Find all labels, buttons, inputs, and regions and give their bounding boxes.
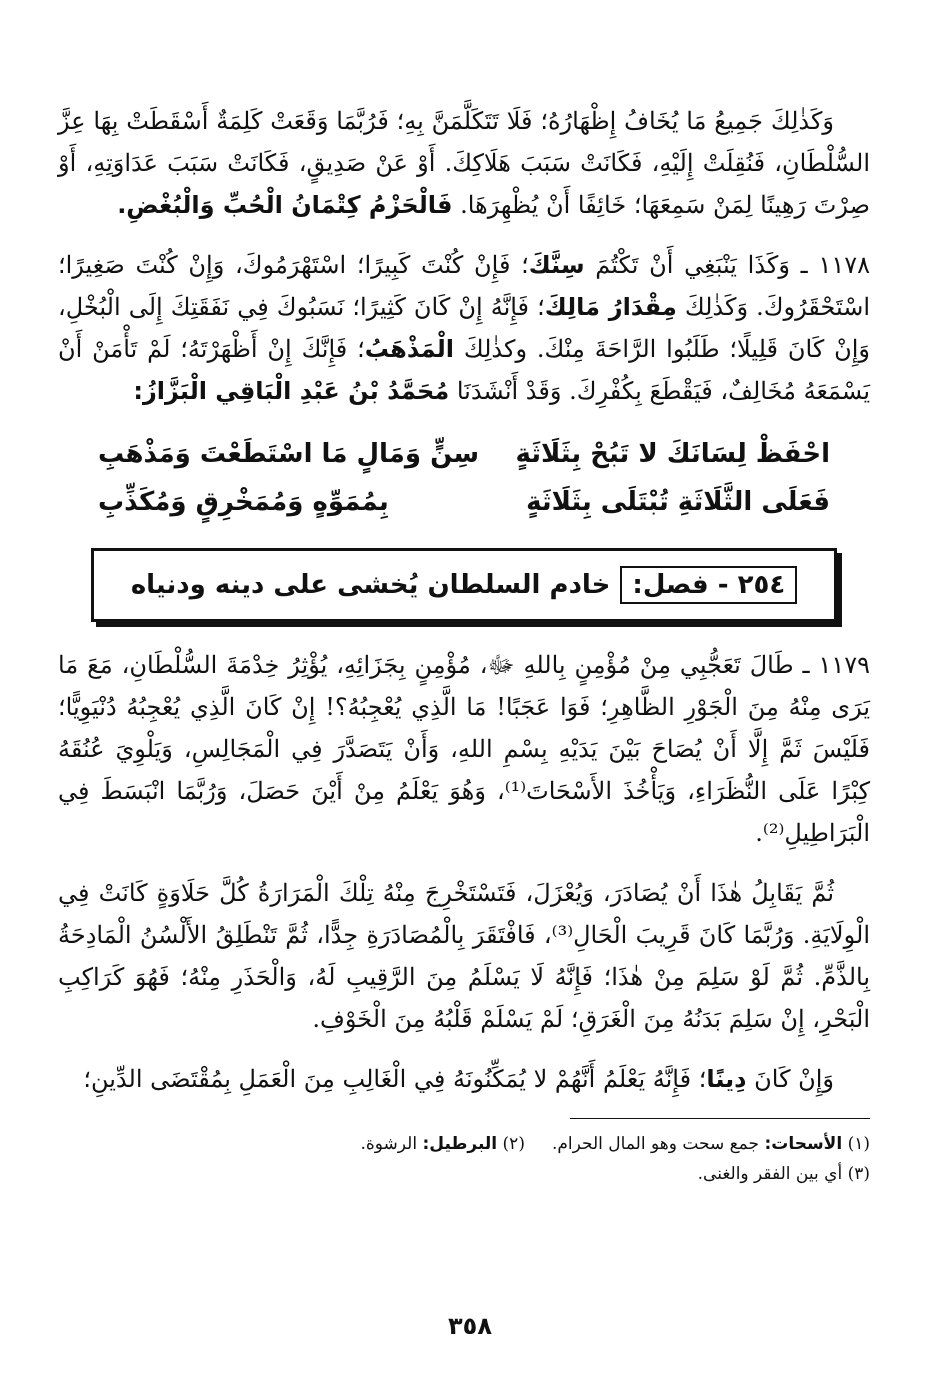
verse-hemistich-left: سِنٍّ وَمَالٍ مَا اسْتَطَعْتَ وَمَذْهَبِ (98, 439, 480, 469)
page-number: ٣٥٨ (448, 1312, 492, 1340)
paragraph-dismissal (58, 872, 870, 1040)
footnote-number: (١) (847, 1134, 870, 1154)
paragraph-text: ؛ فَإِنَّهُ يَعْلَمُ أَنَّهُمْ لا يُمَكِّنُونَهُ فِي الْغَالِبِ مِنَ الْعَمَلِ بِمُقْتَضَى الدِّينِ؛ (83, 1065, 707, 1093)
paragraph-1179 (58, 644, 870, 854)
bold-term-wealth: مِقْدَارُ مَالِكَ (544, 293, 677, 321)
footnote-number: (٣) (847, 1164, 870, 1184)
bold-term-religion: دِينًا (706, 1065, 747, 1093)
footnotes (58, 1129, 870, 1189)
footnote-line-2 (58, 1159, 870, 1189)
footnote-number: (٢) (502, 1134, 525, 1154)
footnote-term: الأسحات: (764, 1134, 843, 1154)
paragraph-text: وَإِنْ كَانَ (754, 1065, 834, 1093)
paragraph-text: ؛ فَإِنَّكَ إِنْ أَظْهَرْتَهُ؛ لَمْ تَأْمَنْ أَنْ يَسْمَعَهُ مُخَالِفٌ، فَيَقْطَعَ بِكُفْرِكَ. وَقَدْ أَنْشَدَنَا (58, 335, 870, 405)
page-body (58, 100, 870, 1189)
section-title: خادم السلطان يُخشى على دينه ودنياه (130, 570, 611, 600)
footnote-text: الرشوة. (360, 1134, 418, 1154)
bold-maxim: فَالْحَزْمُ كِتْمَانُ الْحُبِّ وَالْبُغْضِ. (117, 191, 453, 219)
section-heading-box (91, 548, 837, 622)
paragraph-1178 (58, 244, 870, 412)
verse-hemistich-right: فَعَلَى الثَّلَاثَةِ تُبْتَلَى بِثَلَاثَةٍ (526, 487, 830, 517)
paragraph-concealment (58, 100, 870, 226)
footnote-text: أي بين الفقر والغنى. (697, 1164, 843, 1184)
paragraph-text: ١١٧٨ ـ وَكَذَا يَنْبَغِي أَنْ تَكْتُمَ (595, 251, 870, 279)
bold-poet-name: مُحَمَّدُ بْنُ عَبْدِ الْبَاقِي الْبَزَّازُ: (133, 377, 450, 405)
bold-term-creed: الْمَذْهَبُ (364, 335, 455, 363)
footnote-text: جمع سحت وهو المال الحرام. (551, 1134, 760, 1154)
poem-verse-1 (58, 430, 870, 478)
paragraph-text: ؛ فَإِنَّهُ إِنْ كَانَ كَثِيرًا؛ نَسَبُوكَ فِي نَفَقَتِكَ إِلَى الْبُخْلِ، وَإِنْ كَانَ قَلِيلًا؛ طَلَبُوا الرَّاحَةَ مِنْكَ. وكذٰلِكَ (58, 293, 870, 363)
poem-verse-2 (58, 478, 870, 526)
paragraph-text: ؛ فَإِنْ كُنْتَ كَبِيرًا؛ اسْتَهْرَمُوكَ، وَإِنْ كُنْتَ صَغِيرًا؛ اسْتَحْقَرُوكَ. وَكَذٰلِكَ (58, 251, 871, 321)
paragraph-text: ثُمَّ يَقَابِلُ هٰذَا أَنْ يُصَادَرَ، وَيُعْزَلَ، فَتَسْتَخْرِجَ مِنْهُ تِلْكَ الْمَرَارَةُ كُلَّ حَلَاوَةٍ كَانَتْ فِي الْوِلَايَةِ. وَرُبَّمَا كَانَ قَرِيبَ الْحَالِ⁽³⁾، فَافْتَقَرَ بِالْمُصَادَرَةِ جِدًّا، ثُمَّ تَنْطَلِقُ الأَلْسُنُ الْمَادِحَةُ بِالذَّمِّ. ثُمَّ لَوْ سَلِمَ مِنْ هٰذَا؛ فَإِنَّهُ لَا يَسْلَمُ مِنَ الرَّقِيبِ لَهُ، وَالْحَذَرِ مِنْهُ؛ فَهُوَ كَرَاكِبِ الْبَحْرِ، إِنْ سَلِمَ بَدَنُهُ مِنَ الْغَرَقِ؛ لَمْ يَسْلَمْ قَلْبُهُ مِنَ الْخَوْفِ. (58, 879, 871, 1033)
paragraph-religion (58, 1058, 870, 1100)
footnote-divider (570, 1118, 870, 1119)
paragraph-text: وَكَذٰلِكَ جَمِيعُ مَا يُخَافُ إِظْهَارُهُ؛ فَلَا تَتَكَلَّمَنَّ بِهِ؛ فَرُبَّمَا وَقَعَتْ كَلِمَةٌ أَسْقَطَتْ بِهَا عِزَّ السُّلْطَانِ، فَنُقِلَتْ إِلَيْهِ، فَكَانَتْ سَبَبَ هَلَاكِكَ. أَوْ عَنْ صَدِيقٍ، فَكَانَتْ سَبَبَ عَدَاوَتِهِ، أَوْ صِرْتَ رَهِينًا لِمَنْ سَمِعَهَا؛ خَائِفًا أَنْ يُظْهِرَهَا. (58, 107, 870, 219)
verse-hemistich-right: احْفَظْ لِسَانَكَ لا تَبُحْ بِثَلَاثَةٍ (515, 439, 830, 469)
poem (58, 430, 870, 526)
verse-hemistich-left: بِمُمَوِّهٍ وَمُمَخْرِقٍ وَمُكَذِّبِ (98, 487, 389, 517)
paragraph-text: ١١٧٩ ـ طَالَ تَعَجُّبِي مِنْ مُؤْمِنٍ بِاللهِ ﷻ، مُؤْمِنٍ بِجَزَائِهِ، يُؤْثِرُ خِدْمَةَ السُّلْطَانِ، مَعَ مَا يَرَى مِنْهُ مِنَ الْجَوْرِ الظَّاهِرِ؛ فَوَا عَجَبًا! مَا الَّذِي يُعْجِبُهُ؟! إِنْ كَانَ الَّذِي يُعْجِبُهُ دُنْيَوِيًّا؛ فَلَيْسَ ثَمَّ إِلَّا أَنْ يُصَاحَ بَيْنَ يَدَيْهِ بِسْمِ اللهِ، وَأَنْ يَتَصَدَّرَ فِي الْمَجَالِسِ، وَيَلْوِيَ عُنُقَهُ كِبْرًا عَلَى النُّظَرَاءِ، وَيَأْخُذَ الأَسْحَاتَ⁽¹⁾، وَهُوَ يَعْلَمُ مِنْ أَيْنَ حَصَلَ، وَرُبَّمَا انْبَسَطَ فِي الْبَرَاطِيلِ⁽²⁾. (58, 651, 870, 847)
footnote-term: البرطيل: (422, 1134, 498, 1154)
bold-term-age: سِنَّكَ (528, 251, 585, 279)
footnote-line-1 (58, 1129, 870, 1159)
section-label: ٢٥٤ - فصل: (620, 566, 797, 604)
